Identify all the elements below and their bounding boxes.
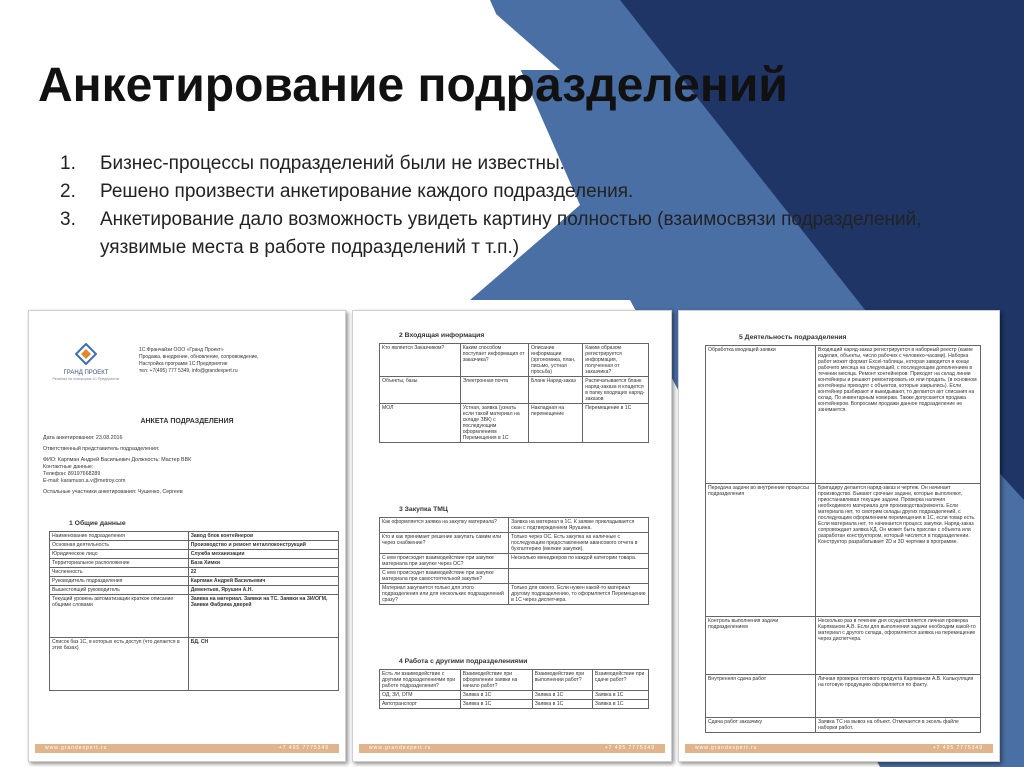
logo-subtitle: Решения на платформе 1С:Предприятие xyxy=(52,377,120,382)
table-row xyxy=(380,691,649,700)
slide-title: Анкетирование подразделений xyxy=(38,59,788,112)
table-cell: 22 xyxy=(188,568,338,577)
cooperation-table xyxy=(379,669,649,709)
company-line: Настройка программ 1С:Предприятие xyxy=(139,361,228,367)
table-cell: Завод блок контейнеров xyxy=(188,532,338,541)
table-cell: Передача задачи во внутренние процессы подразделения xyxy=(706,484,816,617)
table-cell: Объекты, базы xyxy=(380,377,461,404)
table-cell: Только для своего. Если нужен какой-то материал другому подразделению, то оформляется Перемещение в 1С через диспетчера. xyxy=(509,584,649,605)
table-cell xyxy=(509,569,649,584)
table-row xyxy=(706,484,981,617)
bullet-item xyxy=(60,178,930,206)
footer-phone: +7 495 7775349 xyxy=(278,745,329,752)
table-cell: База Химки xyxy=(188,559,338,568)
table-cell: Обработка входящей заявки xyxy=(706,346,816,484)
questionnaire-title: АНКЕТА ПОДРАЗДЕЛЕНИЯ xyxy=(140,418,234,425)
table-cell: Только через ОС. Есть закупка на наличные с последующим предоставлением авансового отчета в бухгалтерию (мелкие закупки). xyxy=(509,533,649,554)
table-cell: Входящий наряд-заказ регистрируется в наборный реестр (какие изделия, объекты, число рабочих с человеко-часами). Наборка работ может формат Excel-таблицы, которая заводится в конце рабочего месяца на следующий, с последующим дополнением в течении месяца. Ремонт контейнеров: Приходят на склад линии контейнеры и решают ремонтировать их или продать. (в основном контейнеры приходят с объектов, которые закрылись). Если контейнер разбирают и выкидывают, то делается акт списания на склад. По инвентарным номерам. Также допускается продажа контейнеров. Вопросами продажи данное подразделение не занимается. xyxy=(816,346,981,484)
page-footer xyxy=(359,744,665,753)
table-row xyxy=(380,533,649,554)
bullet-item xyxy=(60,206,930,262)
section-title-activity: 5 Деятельность подразделения xyxy=(739,334,847,341)
questionnaire-page-1 xyxy=(28,310,346,762)
table-cell: Перемещение в 1С xyxy=(583,404,649,443)
table-cell: ОД, ЗИ, ОГМ xyxy=(380,691,461,700)
questionnaire-page-2 xyxy=(352,310,672,762)
company-line: 1С:Франчайзи ООО «Гранд Проект» xyxy=(139,347,224,353)
table-cell: Вышестоящий руководитель xyxy=(50,586,189,595)
bullet-number: 1. xyxy=(60,153,76,174)
table-cell: Карпман Андрей Васильевич xyxy=(188,577,338,586)
table-cell: Заявка в 1С xyxy=(592,700,648,709)
company-info xyxy=(139,347,339,375)
table-row xyxy=(50,595,339,638)
table-cell: Есть ли взаимодействие с другими подразделениями при работе подразделения? xyxy=(380,670,461,691)
activity-table xyxy=(705,345,981,733)
questionnaire-page-3 xyxy=(678,310,1000,762)
table-cell: Заявка на материал в 1С. К заявке прикладывается скан с подтверждением Ярушина. xyxy=(509,518,649,533)
bullet-text: Анкетирование дало возможность увидеть картину полностью (взаимосвязи подразделений, уязвимые места в работе подразделений т т.п.) xyxy=(100,209,922,258)
company-line: тел: +7(495) 777 5349, info@grandexpert.ru xyxy=(139,368,238,374)
bullet-text: Бизнес-процессы подразделений были не известны. xyxy=(100,153,565,174)
table-cell: Каким способом поступает информация от заказчика? xyxy=(460,344,528,377)
table-row xyxy=(50,568,339,577)
table-cell: Заявка в 1С xyxy=(460,691,532,700)
table-row xyxy=(380,569,649,584)
purchasing-table xyxy=(379,517,649,605)
table-cell: Несколько раз в течение дня осуществляется личная проверка Карпманом А.В. Если для выполнения задачи необходим какой-то материал с другого склада, оформляется заявка на перемещение через диспетчера. xyxy=(816,617,981,675)
table-row xyxy=(380,518,649,533)
footer-website: www.grandexpert.ru xyxy=(695,745,758,752)
table-cell: БД, СН xyxy=(188,638,338,691)
table-cell: Территориальное расположение xyxy=(50,559,189,568)
table-cell: Каким образом регистрируется информация, полученная от заказчика? xyxy=(583,344,649,377)
logo-diamond-icon xyxy=(75,343,97,365)
table-cell: МОЛ xyxy=(380,404,461,443)
table-row xyxy=(380,700,649,709)
page-footer xyxy=(35,744,339,753)
logo-text: ГРАНД ПРОЕКТ xyxy=(63,369,109,376)
table-row xyxy=(380,404,649,443)
general-data-table xyxy=(49,531,339,691)
table-row xyxy=(50,577,339,586)
footer-website: www.grandexpert.ru xyxy=(45,745,108,752)
page-footer xyxy=(685,744,993,753)
footer-phone: +7 495 7775349 xyxy=(932,745,983,752)
table-cell: Накладная на перемещение xyxy=(528,404,582,443)
bullet-text: Решено произвести анкетирование каждого подразделения. xyxy=(100,181,634,202)
table-cell: Заявка в 1С xyxy=(532,700,592,709)
table-cell: Кто является Заказчиком? xyxy=(380,344,461,377)
table-row xyxy=(50,586,339,595)
table-row xyxy=(50,550,339,559)
table-cell: Производство и ремонт металлоконструкций xyxy=(188,541,338,550)
table-cell: Контроль выполнения задачи подразделением xyxy=(706,617,816,675)
table-cell: Заявка на материал. Заявки на ТС. Заявки на ЗИ/ОГМ, Заявки Фабрика дверей xyxy=(188,595,338,638)
table-cell: Численность xyxy=(50,568,189,577)
table-cell: Внутренняя сдача работ xyxy=(706,675,816,718)
footer-phone: +7 495 7775349 xyxy=(604,745,655,752)
table-cell: Материал закупается только для этого подразделения или для нескольких подразделений сразу? xyxy=(380,584,509,605)
table-row xyxy=(380,584,649,605)
table-row xyxy=(50,638,339,691)
table-cell: Основная деятельность xyxy=(50,541,189,550)
table-row xyxy=(380,554,649,569)
info-line: Остальные участники анкетирования: Чушенко, Сергеев xyxy=(43,489,183,495)
input-info-table xyxy=(379,343,649,443)
table-row xyxy=(380,344,649,377)
table-row xyxy=(50,559,339,568)
table-cell: Распечатывается бланк наряд-заказа и кладется в папку входящих наряд-заказов xyxy=(583,377,649,404)
table-cell: Наименование подразделения xyxy=(50,532,189,541)
info-line: Ответственный представитель подразделения: xyxy=(43,446,160,452)
bullet-number: 2. xyxy=(60,181,76,202)
table-cell: Руководитель подразделения xyxy=(50,577,189,586)
respondent-info xyxy=(43,435,333,496)
info-line: Дата анкетирования: 23.08.2016 xyxy=(43,435,123,441)
section-title-cooperation: 4 Работа с другими подразделениями xyxy=(399,658,528,665)
table-cell: Бригадиру делается наряд-заказ и чертеж. Он начинает производство. Бывают срочные задачи, которые выполняют, приостанавливая текущие задачи. Проверка наличия необходимого материала для производства/ремонта. Если материала нет, то смотрим склады других подразделений, с последующим оформлением перемещения в 1С, если товар есть. Если материала нет, то начинается процесс закупки. Наряд-заказ сопровождает заявка КД. Он может быть прислан с объекта или разработан конструктором, который числится в подразделении. Конструктор разрабатывает 2D и 3D чертежи в программе. xyxy=(816,484,981,617)
table-row xyxy=(706,346,981,484)
table-cell: Служба механизации xyxy=(188,550,338,559)
info-line: Телефон: 89197668289 xyxy=(43,471,101,477)
table-cell: Взаимодействие при выполнении работ? xyxy=(532,670,592,691)
table-cell: Как оформляется заявка на закупку материала? xyxy=(380,518,509,533)
table-cell: Взаимодействие при сдаче работ? xyxy=(592,670,648,691)
table-row xyxy=(50,541,339,550)
section-title-input: 2 Входящая информация xyxy=(399,332,485,339)
bullet-item xyxy=(60,150,930,178)
table-cell: Текущий уровень автоматизации краткое описание общими словами xyxy=(50,595,189,638)
table-cell: Заявка в 1С xyxy=(592,691,648,700)
bullet-list xyxy=(60,150,930,262)
table-cell: С кем происходит взаимодействие при закупке материала при самостоятельной закупке? xyxy=(380,569,509,584)
table-cell: Взаимодействие при оформлении заявки на начало работ? xyxy=(460,670,532,691)
table-cell: Заявка в 1С xyxy=(532,691,592,700)
info-line: ФИО: Карпман Андрей Васильевич Должность: Мастер ВВК xyxy=(43,457,192,463)
section-title-purchasing: 3 Закупка ТМЦ xyxy=(399,506,448,513)
table-cell: Заявка ТС на вывоз на объект. Отмечается в эксель файле наборки работ. xyxy=(816,718,981,733)
footer-website: www.grandexpert.ru xyxy=(369,745,432,752)
table-row xyxy=(50,532,339,541)
company-logo xyxy=(51,343,121,383)
table-cell: Сдача работ заказчику xyxy=(706,718,816,733)
table-cell: Личная проверка готового продукта Карпманом А.В. Калькуляция на готовую продукцию оформляется по факту. xyxy=(816,675,981,718)
bullet-number: 3. xyxy=(60,209,76,230)
table-row xyxy=(380,670,649,691)
info-line: E-mail: karamusn.a.v@metroy.com xyxy=(43,478,126,484)
table-row xyxy=(706,718,981,733)
table-cell: Бланк Наряд-заказ xyxy=(528,377,582,404)
table-cell: С кем происходит взаимодействие при закупке материала при закупке через ОС? xyxy=(380,554,509,569)
info-line: Контактные данные: xyxy=(43,464,94,470)
table-row xyxy=(380,377,649,404)
table-row xyxy=(706,675,981,718)
section-title-general: 1 Общие данные xyxy=(69,520,126,527)
table-cell: Устная, заявка (узнать если такой материал на складе ЗВК) с последующим оформлением Перемещения в 1С xyxy=(460,404,528,443)
table-cell: Описание информации (эргономика, план, письмо, устная просьба) xyxy=(528,344,582,377)
table-cell: Юридическое лицо xyxy=(50,550,189,559)
table-cell: Электронная почта xyxy=(460,377,528,404)
table-cell: Кто и как принимает решение закупать самим или через снабжение? xyxy=(380,533,509,554)
table-cell: Заявка в 1С xyxy=(460,700,532,709)
table-cell: Список баз 1С, в которых есть доступ (что делается в этих базах) xyxy=(50,638,189,691)
table-cell: Автотранспорт xyxy=(380,700,461,709)
table-cell: Дементьев, Ярушин А.Н. xyxy=(188,586,338,595)
table-row xyxy=(706,617,981,675)
table-cell: Несколько менеджеров по каждой категории товара. xyxy=(509,554,649,569)
company-line: Продажа, внедрение, обновление, сопровождение, xyxy=(139,354,259,360)
